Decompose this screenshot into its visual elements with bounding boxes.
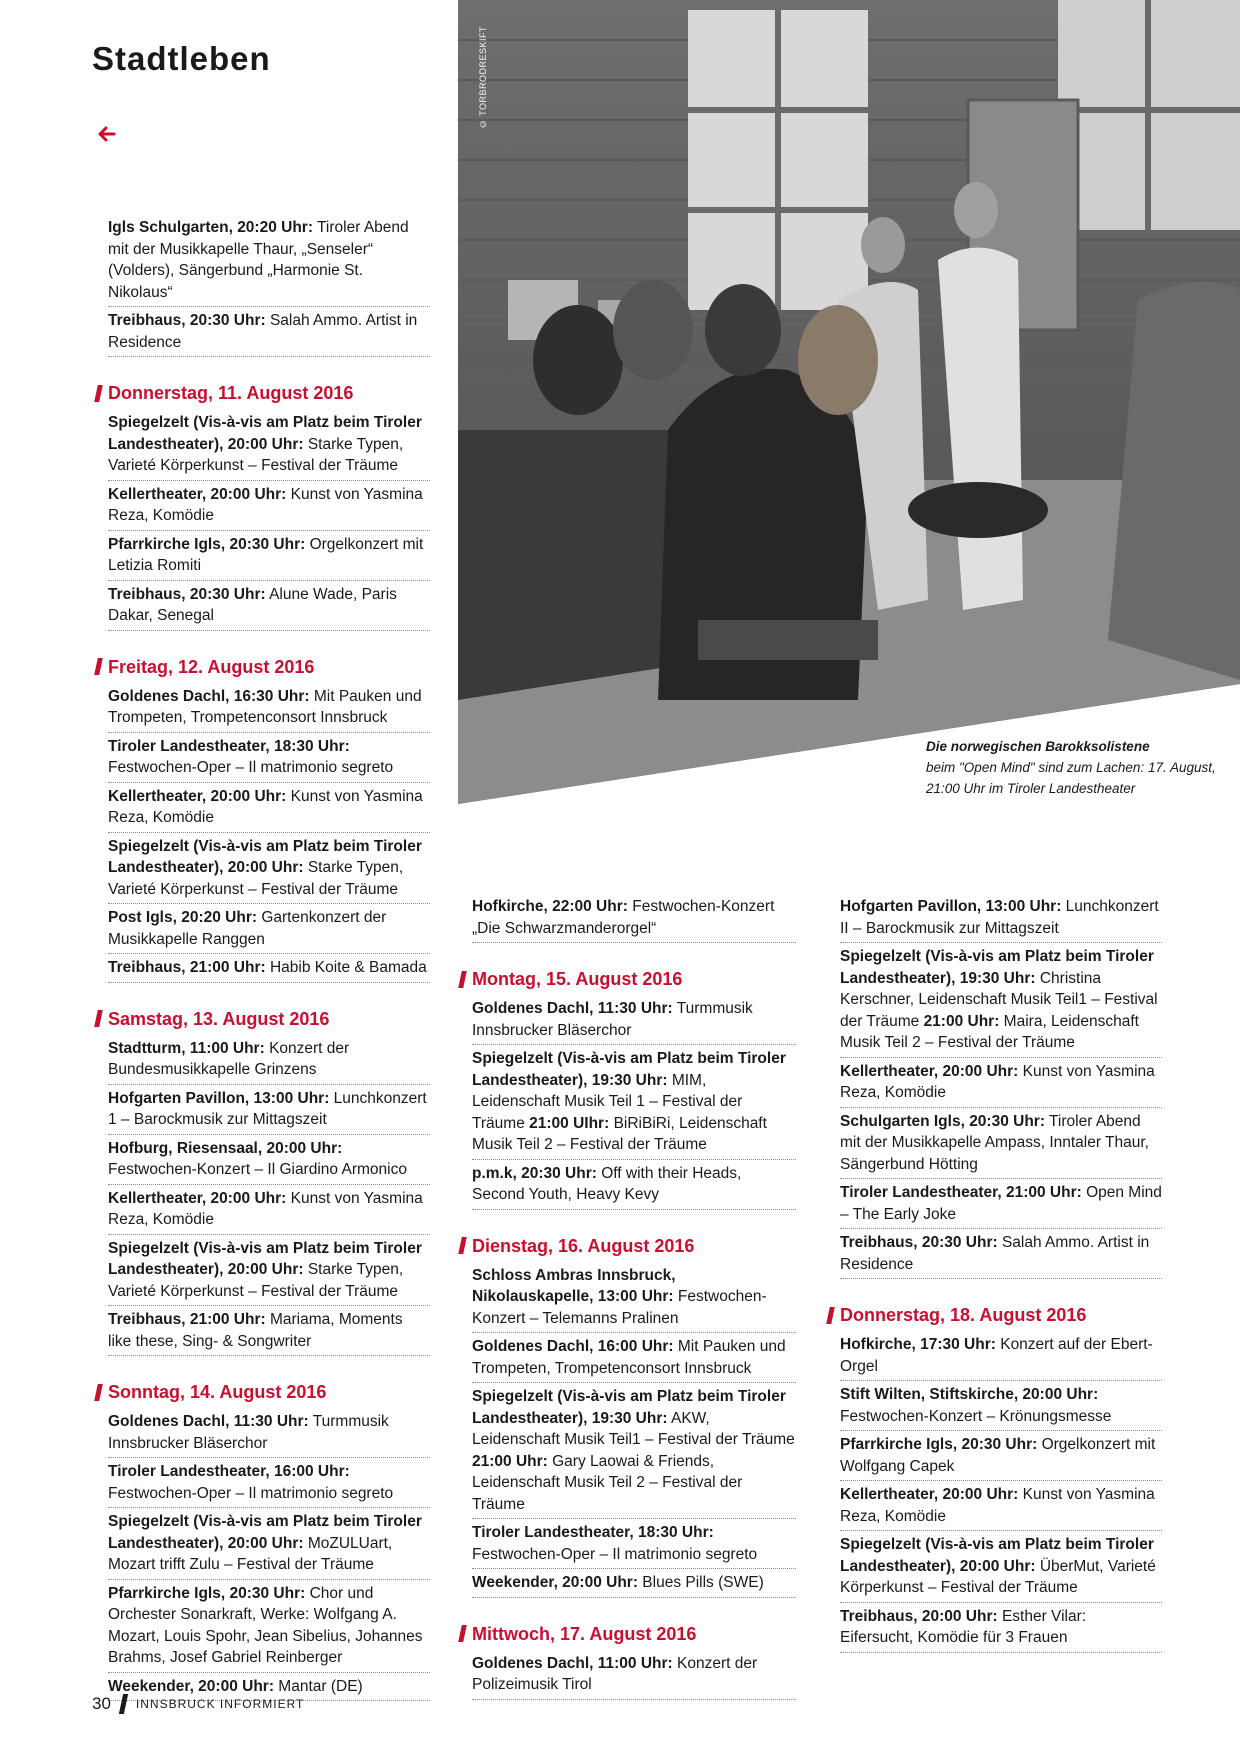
day-label: Donnerstag, 11. August 2016 xyxy=(108,383,354,403)
event-entry xyxy=(840,1481,1162,1531)
event-location: Spiegelzelt (Vis-à-vis am Platz beim Tiroler Landestheater), 20:00 Uhr: xyxy=(108,414,422,453)
event-location: 21:00 Uhr: xyxy=(923,1012,1000,1030)
page-footer xyxy=(92,1694,304,1714)
photo-credit: © TORBRODRESKIFT xyxy=(478,26,488,130)
event-description: Festwochen-Oper – Il matrimonio segreto xyxy=(108,1484,394,1502)
event-location: Tiroler Landestheater, 18:30 Uhr: xyxy=(108,737,350,755)
day-marker xyxy=(94,658,103,675)
event-description: MoZULUart, Mozart trifft Zulu – Festival der Träume xyxy=(108,1534,393,1573)
event-entry xyxy=(840,1603,1162,1653)
day-marker xyxy=(458,1237,467,1254)
event-description: Festwochen-Oper – Il matrimonio segreto xyxy=(472,1545,758,1563)
event-description: Lunchkonzert 1 – Barockmusik zur Mittagszeit xyxy=(108,1089,427,1128)
event-location: Weekender, 20:00 Uhr: xyxy=(472,1574,638,1591)
event-location: Kellertheater, 20:00 Uhr: xyxy=(108,787,287,805)
event-description: Festwochen-Konzert – Telemanns Pralinen xyxy=(472,1288,767,1327)
event-location: Tiroler Landestheater, 18:30 Uhr: xyxy=(472,1524,714,1541)
event-entry xyxy=(472,1650,796,1700)
event-description: Mit Pauken und Trompeten, Trompetenconsort Innsbruck xyxy=(472,1338,786,1377)
event-location: Goldenes Dachl, 11:30 Uhr: xyxy=(108,1413,309,1430)
event-description: Orgelkonzert mit Wolfgang Capek xyxy=(840,1436,1156,1475)
event-entry xyxy=(108,1185,430,1235)
caption-lead: Die norwegischen Barokksolistene xyxy=(926,739,1150,754)
event-location: Goldenes Dachl, 16:30 Uhr: xyxy=(108,687,310,705)
event-entry xyxy=(840,1229,1162,1279)
event-location: Stadtturm, 11:00 Uhr: xyxy=(108,1039,265,1057)
event-entry xyxy=(472,893,796,943)
event-location: Hofgarten Pavillon, 13:00 Uhr: xyxy=(840,898,1062,915)
day-marker xyxy=(826,1307,835,1324)
event-entry xyxy=(108,1408,430,1458)
event-entry xyxy=(108,481,430,531)
event-description: Mariama, Moments like these, Sing- & Songwriter xyxy=(108,1311,403,1350)
event-description: Kunst von Yasmina Reza, Komödie xyxy=(840,1486,1155,1525)
event-description: Kunst von Yasmina Reza, Komödie xyxy=(108,485,423,524)
event-location: Spiegelzelt (Vis-à-vis am Platz beim Tiroler Landestheater), 19:30 Uhr: xyxy=(472,1050,786,1089)
event-entry xyxy=(840,1381,1162,1431)
day-label: Mittwoch, 17. August 2016 xyxy=(472,1623,697,1644)
day-marker xyxy=(94,1010,103,1027)
event-entry xyxy=(108,1458,430,1508)
event-description: Festwochen-Konzert – Il Giardino Armonico xyxy=(108,1161,407,1178)
event-location: Spiegelzelt (Vis-à-vis am Platz beim Tiroler Landestheater), 19:30 Uhr: xyxy=(840,948,1154,987)
event-entry xyxy=(108,409,430,481)
day-heading xyxy=(460,967,796,991)
event-location: Spiegelzelt (Vis-à-vis am Platz beim Tiroler Landestheater), 20:00 Uhr: xyxy=(108,1239,422,1278)
event-location: Pfarrkirche Igls, 20:30 Uhr: xyxy=(108,535,306,553)
event-location: 21:00 UIhr: xyxy=(529,1114,610,1132)
event-entry xyxy=(472,1519,796,1569)
event-description: Blues Pills (SWE) xyxy=(637,1574,764,1591)
event-description: Tiroler Abend mit der Musikkapelle Ampass, Inntaler Thaur, Sängerbund Hötting xyxy=(840,1112,1149,1173)
day-heading xyxy=(96,381,430,405)
event-location: Kellertheater, 20:00 Uhr: xyxy=(108,485,287,503)
event-location: Post Igls, 20:20 Uhr: xyxy=(108,909,258,926)
event-description: Mit Pauken und Trompeten, Trompetenconsort Innsbruck xyxy=(108,687,422,726)
event-description: Gartenkonzert der Musikkapelle Ranggen xyxy=(108,909,387,948)
event-description: Chor und Orchester Sonarkraft, Werke: Wolfgang A. Mozart, Louis Spohr, Jean Sibelius, Johannes Brahms, Josef Gabriel Reinberger xyxy=(108,1584,423,1666)
event-description: Maira, Leidenschaft Musik Teil 2 – Festival der Träume xyxy=(840,1012,1139,1051)
event-entry xyxy=(108,1135,430,1185)
event-description: Konzert auf der Ebert-Orgel xyxy=(840,1336,1153,1375)
event-location: Spiegelzelt (Vis-à-vis am Platz beim Tiroler Landestheater), 20:00 Uhr: xyxy=(108,1513,422,1552)
day-marker xyxy=(94,1384,103,1401)
event-location: Treibhaus, 20:30 Uhr: xyxy=(108,585,266,603)
event-entry xyxy=(840,943,1162,1058)
event-description: Turmmusik Innsbrucker Bläserchor xyxy=(108,1413,389,1452)
event-location: Spiegelzelt (Vis-à-vis am Platz beim Tiroler Landestheater), 20:00 Uhr: xyxy=(108,837,422,876)
event-entry xyxy=(840,1431,1162,1481)
event-entry xyxy=(472,1569,796,1598)
event-description: MIM, Leidenschaft Musik Teil 1 – Festival der Träume xyxy=(472,1071,743,1132)
event-location: Kellertheater, 20:00 Uhr: xyxy=(108,1189,287,1207)
day-marker xyxy=(94,385,103,402)
event-description: AKW, Leidenschaft Musik Teil1 – Festival der Träume xyxy=(472,1409,795,1448)
event-entry xyxy=(108,833,430,905)
event-entry xyxy=(472,995,796,1045)
event-description: Habib Koite & Bamada xyxy=(265,959,427,976)
event-location: Igls Schulgarten, 20:20 Uhr: xyxy=(108,219,313,236)
event-entry xyxy=(472,1160,796,1210)
arrow-left-icon[interactable] xyxy=(96,124,116,144)
event-description: Christina Kerschner, Leidenschaft Musik Teil1 – Festival der Träume xyxy=(840,969,1158,1030)
event-location: Schulgarten Igls, 20:30 Uhr: xyxy=(840,1112,1045,1130)
event-location: Weekender, 20:00 Uhr: xyxy=(108,1677,274,1695)
day-heading xyxy=(96,655,430,679)
event-entry xyxy=(472,1333,796,1383)
event-description: Konzert der Polizeimusik Tirol xyxy=(472,1654,758,1693)
day-label: Sonntag, 14. August 2016 xyxy=(108,1382,327,1402)
event-entry xyxy=(472,1262,796,1334)
event-entry xyxy=(840,1179,1162,1229)
event-location: Spiegelzelt (Vis-à-vis am Platz beim Tiroler Landestheater), 19:30 Uhr: xyxy=(472,1388,786,1427)
event-entry xyxy=(840,1331,1162,1381)
day-marker xyxy=(458,1625,467,1642)
event-description: Tiroler Abend mit der Musikkapelle Thaur, „Senseler“ (Volders), Sängerbund „Harmonie St. Nikolaus“ xyxy=(108,219,409,301)
event-entry xyxy=(108,1035,430,1085)
event-location: Spiegelzelt (Vis-à-vis am Platz beim Tiroler Landestheater), 20:00 Uhr: xyxy=(840,1536,1154,1575)
event-entry xyxy=(108,1085,430,1135)
event-entry xyxy=(840,1531,1162,1603)
day-heading xyxy=(460,1234,796,1258)
event-location: Treibhaus, 21:00 Uhr: xyxy=(108,1311,266,1328)
event-location: Kellertheater, 20:00 Uhr: xyxy=(840,1062,1019,1080)
event-description: Festwochen-Konzert „Die Schwarzmanderorgel“ xyxy=(472,898,775,937)
event-entry xyxy=(108,1508,430,1580)
event-description: Starke Typen, Varieté Körperkunst – Festival der Träume xyxy=(108,859,404,898)
event-description: Kunst von Yasmina Reza, Komödie xyxy=(108,1189,423,1228)
event-description: Kunst von Yasmina Reza, Komödie xyxy=(840,1062,1155,1101)
event-location: p.m.k, 20:30 Uhr: xyxy=(472,1164,597,1182)
event-description: Festwochen-Konzert – Krönungsmesse xyxy=(840,1407,1112,1425)
event-location: Goldenes Dachl, 11:00 Uhr: xyxy=(472,1654,673,1672)
event-entry xyxy=(108,904,430,954)
page-title: Stadtleben xyxy=(92,40,271,77)
photo-caption xyxy=(926,736,1216,799)
event-description: Alune Wade, Paris Dakar, Senegal xyxy=(108,585,397,624)
event-description: Mantar (DE) xyxy=(273,1677,363,1695)
event-entry xyxy=(108,307,430,357)
event-description: ÜberMut, Varieté Körperkunst – Festival der Träume xyxy=(840,1557,1156,1596)
event-entry xyxy=(108,683,430,733)
event-entry xyxy=(108,531,430,581)
event-entry xyxy=(472,1383,796,1519)
event-location: Tiroler Landestheater, 16:00 Uhr: xyxy=(108,1463,350,1480)
event-description: Konzert der Bundesmusikkapelle Grinzens xyxy=(108,1039,350,1078)
event-location: Kellertheater, 20:00 Uhr: xyxy=(840,1486,1019,1503)
day-label: Dienstag, 16. August 2016 xyxy=(472,1235,695,1256)
day-label: Donnerstag, 18. August 2016 xyxy=(840,1305,1087,1325)
day-heading xyxy=(96,1007,430,1031)
event-location: Goldenes Dachl, 16:00 Uhr: xyxy=(472,1338,674,1355)
event-entry xyxy=(108,733,430,783)
event-location: 21:00 Uhr: xyxy=(472,1452,548,1470)
event-location: Hofburg, Riesensaal, 20:00 Uhr: xyxy=(108,1139,343,1157)
event-location: Goldenes Dachl, 11:30 Uhr: xyxy=(472,1000,673,1017)
publication-name: INNSBRUCK INFORMIERT xyxy=(135,1697,305,1711)
event-location: Treibhaus, 21:00 Uhr: xyxy=(108,959,266,976)
event-description: Salah Ammo. Artist in Residence xyxy=(840,1234,1150,1273)
event-entry xyxy=(108,954,430,983)
caption-text: beim "Open Mind" sind zum Lachen: 17. August, 21:00 Uhr im Tiroler Landestheater xyxy=(926,760,1216,796)
event-location: Pfarrkirche Igls, 20:30 Uhr: xyxy=(840,1436,1038,1453)
event-description: Off with their Heads, Second Youth, Heavy Kevy xyxy=(472,1164,742,1203)
event-description: Gary Laowai & Friends, Leidenschaft Musik Teil 2 – Festival der Träume xyxy=(472,1452,743,1513)
day-heading xyxy=(96,1380,430,1404)
event-location: Hofgarten Pavillon, 13:00 Uhr: xyxy=(108,1089,330,1107)
event-entry xyxy=(108,1306,430,1356)
event-entry xyxy=(840,893,1162,943)
event-entry xyxy=(108,1235,430,1307)
event-location: Hofkirche, 17:30 Uhr: xyxy=(840,1336,996,1353)
event-entry xyxy=(108,1580,430,1673)
event-description: Kunst von Yasmina Reza, Komödie xyxy=(108,787,423,826)
page-number: 30 xyxy=(92,1694,111,1713)
event-description: Festwochen-Oper – Il matrimonio segreto xyxy=(108,759,394,776)
event-column-3 xyxy=(840,893,1162,1653)
event-location: Treibhaus, 20:30 Uhr: xyxy=(840,1234,998,1251)
event-location: Schloss Ambras Innsbruck, Nikolauskapelle, 13:00 Uhr: xyxy=(472,1266,676,1305)
event-description: Esther Vilar: Eifersucht, Komödie für 3 Frauen xyxy=(840,1607,1087,1646)
event-description: Starke Typen, Varieté Körperkunst – Festival der Träume xyxy=(108,1261,404,1300)
event-column-2 xyxy=(472,893,796,1700)
day-marker xyxy=(458,971,467,988)
event-location: Tiroler Landestheater, 21:00 Uhr: xyxy=(840,1184,1082,1201)
event-description: BiRiBiRi, Leidenschaft Musik Teil 2 – Festival der Träume xyxy=(472,1114,767,1153)
event-entry xyxy=(108,581,430,631)
event-description: Turmmusik Innsbrucker Bläserchor xyxy=(472,1000,753,1039)
event-photo xyxy=(458,0,1240,804)
day-label: Samstag, 13. August 2016 xyxy=(108,1008,330,1029)
day-heading xyxy=(460,1622,796,1646)
event-location: Stift Wilten, Stiftskirche, 20:00 Uhr: xyxy=(840,1386,1099,1403)
event-location: Pfarrkirche Igls, 20:30 Uhr: xyxy=(108,1584,306,1602)
event-location: Hofkirche, 22:00 Uhr: xyxy=(472,898,628,915)
event-description: Lunchkonzert II – Barockmusik zur Mittagszeit xyxy=(840,898,1159,937)
event-description: Open Mind – The Early Joke xyxy=(840,1184,1162,1223)
event-description: Starke Typen, Varieté Körperkunst – Festival der Träume xyxy=(108,435,404,474)
event-description: Orgelkonzert mit Letizia Romiti xyxy=(108,535,424,574)
day-label: Freitag, 12. August 2016 xyxy=(108,656,315,677)
event-description: Salah Ammo. Artist in Residence xyxy=(108,312,418,351)
event-entry xyxy=(472,1045,796,1160)
event-location: Treibhaus, 20:00 Uhr: xyxy=(840,1607,998,1625)
event-column-1 xyxy=(108,214,430,1701)
day-label: Montag, 15. August 2016 xyxy=(472,969,683,989)
event-entry xyxy=(840,1108,1162,1180)
event-entry xyxy=(108,214,430,307)
footer-slash-mark xyxy=(119,1694,128,1714)
event-location: Treibhaus, 20:30 Uhr: xyxy=(108,312,266,329)
day-heading xyxy=(828,1303,1162,1327)
event-entry xyxy=(108,783,430,833)
event-entry xyxy=(840,1058,1162,1108)
